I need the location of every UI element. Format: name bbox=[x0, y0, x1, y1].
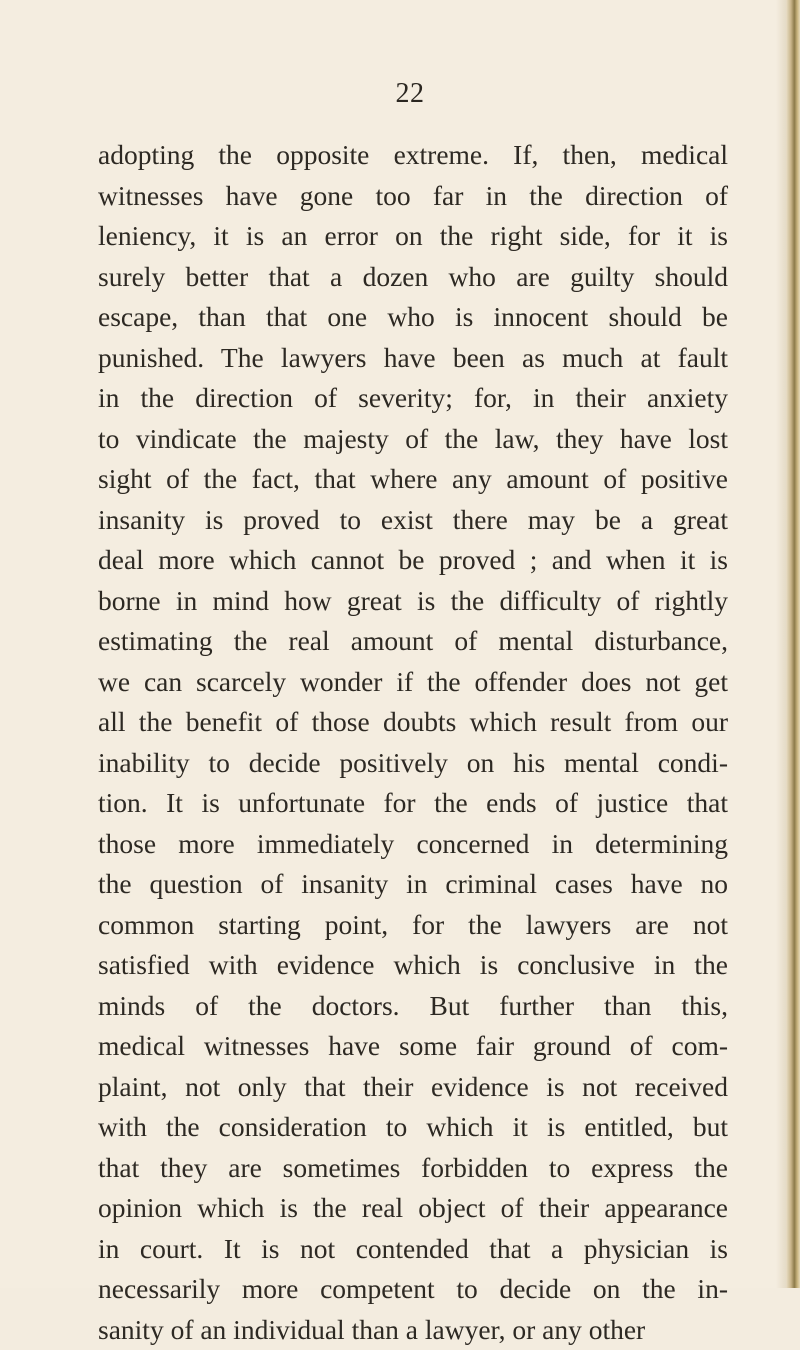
text-line: common starting point, for the lawyers are not bbox=[98, 905, 728, 946]
text-line: witnesses have gone too far in the direction of bbox=[98, 176, 728, 217]
text-line: borne in mind how great is the difficulty of rightly bbox=[98, 581, 728, 622]
text-line: leniency, it is an error on the right side, for it is bbox=[98, 216, 728, 257]
page-gutter-shadow bbox=[776, 0, 786, 1288]
text-line: sight of the fact, that where any amount of positive bbox=[98, 459, 728, 500]
text-line: estimating the real amount of mental disturbance, bbox=[98, 621, 728, 662]
text-line: medical witnesses have some fair ground of com- bbox=[98, 1026, 728, 1067]
text-line: inability to decide positively on his mental condi- bbox=[98, 743, 728, 784]
text-line: all the benefit of those doubts which result from our bbox=[98, 702, 728, 743]
text-line: plaint, not only that their evidence is not received bbox=[98, 1067, 728, 1108]
text-line: those more immediately concerned in determining bbox=[98, 824, 728, 865]
text-line: with the consideration to which it is entitled, but bbox=[98, 1107, 728, 1148]
text-line: in the direction of severity; for, in their anxiety bbox=[98, 378, 728, 419]
text-line: necessarily more competent to decide on the in- bbox=[98, 1269, 728, 1310]
text-line: escape, than that one who is innocent should be bbox=[98, 297, 728, 338]
text-line: insanity is proved to exist there may be a great bbox=[98, 500, 728, 541]
body-text bbox=[98, 135, 728, 1350]
text-line: the question of insanity in criminal cases have no bbox=[98, 864, 728, 905]
text-line: adopting the opposite extreme. If, then, medical bbox=[98, 135, 728, 176]
text-line: opinion which is the real object of their appearance bbox=[98, 1188, 728, 1229]
text-line: satisfied with evidence which is conclusive in the bbox=[98, 945, 728, 986]
text-line: surely better that a dozen who are guilty should bbox=[98, 257, 728, 298]
page-number: 22 bbox=[380, 78, 440, 110]
text-line: minds of the doctors. But further than this, bbox=[98, 986, 728, 1027]
book-edge bbox=[786, 0, 800, 1288]
text-line: we can scarcely wonder if the offender does not get bbox=[98, 662, 728, 703]
text-line: punished. The lawyers have been as much at fault bbox=[98, 338, 728, 379]
text-line: that they are sometimes forbidden to express the bbox=[98, 1148, 728, 1189]
text-line: to vindicate the majesty of the law, they have lost bbox=[98, 419, 728, 460]
text-line: sanity of an individual than a lawyer, or any other bbox=[98, 1310, 728, 1350]
text-line: deal more which cannot be proved ; and when it is bbox=[98, 540, 728, 581]
text-line: in court. It is not contended that a physician is bbox=[98, 1229, 728, 1270]
text-line: tion. It is unfortunate for the ends of justice that bbox=[98, 783, 728, 824]
